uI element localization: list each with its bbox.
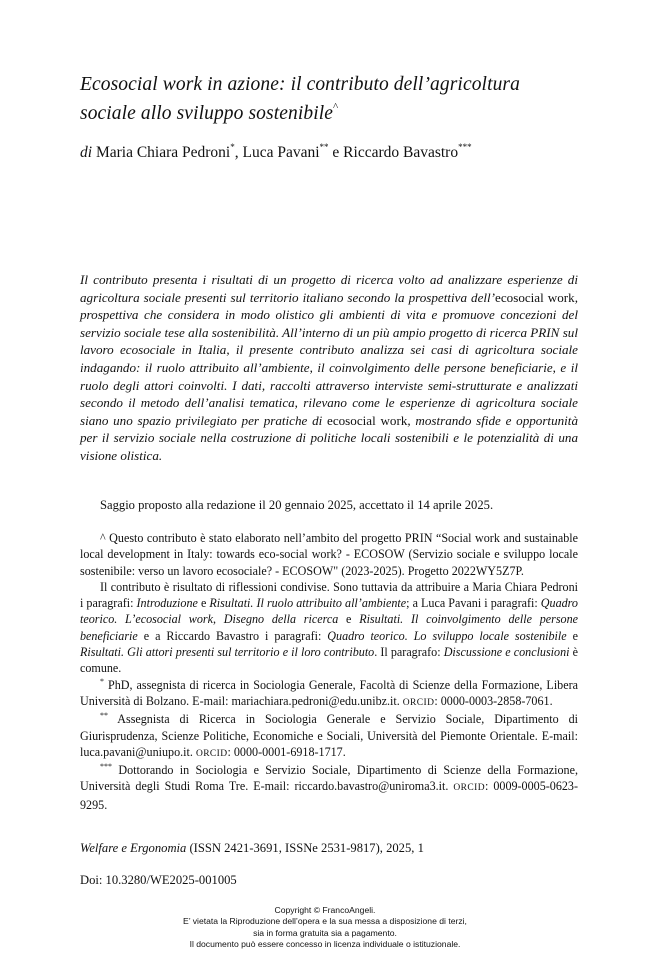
- footnote-mark: ***: [100, 762, 112, 772]
- section-title: Discussione e conclusioni: [443, 645, 570, 660]
- author-name-3: Riccardo Bavastro: [343, 144, 459, 161]
- footnotes: [80, 530, 578, 813]
- footnote-attribution: [80, 579, 578, 677]
- footnote-text: ,: [212, 612, 224, 627]
- footnote-text: : 0009-0005-0623-9295.: [80, 779, 578, 812]
- journal-citation: [80, 840, 580, 857]
- footnote-mark: **: [100, 711, 108, 721]
- footnote-text: è comune.: [80, 645, 578, 676]
- footnote-text: : 0000-0003-2858-7061.: [434, 693, 553, 708]
- footnote-author-2: [80, 711, 578, 762]
- author-mark-1: *: [230, 142, 235, 152]
- footnote-text: ; a Luca Pavani i paragrafi:: [406, 596, 541, 611]
- footnote-text: Dottorando in Sociologia e Servizio Sociale, Dipartimento di Scienze della Formazione, Università degli Studi Roma Tre. E-mail: riccardo.bavastro@uniroma3.it.: [80, 763, 578, 794]
- footnote-author-1: [80, 677, 578, 712]
- author-mark-3: ***: [458, 142, 472, 152]
- copyright-line-3: sia in forma gratuita sia a pagamento.: [253, 927, 397, 938]
- submission-dates: Saggio proposto alla redazione il 20 gennaio 2025, accettato il 14 aprile 2025.: [100, 498, 494, 512]
- footnote-text: : 0000-0001-6918-1717.: [227, 744, 346, 759]
- footnote-text: e: [566, 628, 578, 643]
- footnote-text: Il contributo è risultato di riflessioni condivise. Sono tuttavia da attribuire a Maria Chiara Pedroni i paragrafi:: [80, 579, 578, 611]
- author-name-1: Maria Chiara Pedroni: [95, 144, 231, 161]
- section-title: Risultati. Gli attori presenti sul territorio e il loro contributo: [80, 645, 375, 660]
- section-title: Quadro teorico. Lo sviluppo locale sostenibile: [327, 628, 567, 643]
- orcid-label: ORCID: [402, 697, 435, 708]
- footnote-author-3: [80, 762, 578, 813]
- author-name-2: Luca Pavani: [242, 144, 320, 161]
- author-separator-1: ,: [234, 144, 243, 161]
- footnote-mark: *: [100, 676, 104, 686]
- abstract: [80, 271, 578, 465]
- orcid-label: ORCID: [195, 748, 228, 759]
- footnote-text: e: [197, 596, 210, 611]
- section-title: Introduzione: [136, 596, 198, 611]
- title-footnote-mark: ^: [332, 101, 339, 113]
- abstract-text-1: Il contributo presenta i risultati di un progetto di ricerca volto ad analizzare esperienze di agricoltura sociale presenti sul territorio italiano secondo la prospettiva dell’: [80, 272, 578, 305]
- footnote-text: . Il paragrafo:: [374, 645, 444, 660]
- section-title: Risultati. Il ruolo attribuito all’ambiente: [209, 596, 407, 611]
- abstract-term-2: ecosocial work: [327, 412, 408, 428]
- copyright-line-4: Il documento può essere concesso in licenza individuale o istituzionale.: [189, 938, 461, 949]
- journal-name: Welfare e Ergonomia: [80, 841, 187, 855]
- author-line: [80, 143, 600, 163]
- abstract-text-2: , prospettiva che considera in modo olistico gli ambienti di vita e promuove concezioni del servizio sociale tese alla sostenibilità. All’interno di un più ampio progetto di ricerca PRIN sul lavoro ecosociale in Italia, il presente contributo analizza sei casi di agricoltura sociale indagando: il ruolo attribuito all’ambiente, il coinvolgimento delle persone beneficiarie, e il ruolo degli attori coinvolti. I dati, raccolti attraverso interviste semi-strutturate e analizzati secondo il metodo dell’analisi tematica, rilevano come le esperienze di agricoltura sociale siano uno spazio privilegiato per pratiche di: [80, 289, 578, 428]
- abstract-text-3: , mostrando sfide e opportunità per il servizio sociale nella costruzione di politiche locali sostenibili e le potenzialità di una visione olistica.: [80, 412, 578, 463]
- author-prefix: di: [80, 144, 93, 161]
- article-title: [80, 73, 590, 125]
- title-line-2: sociale allo sviluppo sostenibile: [80, 103, 333, 124]
- journal-details: (ISSN 2421-3691, ISSNe 2531-9817), 2025, 1: [186, 841, 424, 855]
- orcid-label: ORCID: [453, 783, 485, 794]
- footnote-text: e: [338, 612, 360, 627]
- copyright-line-1: Copyright © FrancoAngeli.: [274, 905, 376, 915]
- doi: Doi: 10.3280/WE2025-001005: [80, 873, 237, 887]
- abstract-term-1: ecosocial work: [495, 289, 575, 305]
- footnote-mark: ^: [100, 531, 106, 545]
- footnote-text: Assegnista di Ricerca in Sociologia Generale e Servizio Sociale, Dipartimento di Giurisprudenza, Scienze Politiche, Economiche e Sociali, Università del Piemonte Orientale. E-mail: luca.pavani@uniupo.it.: [80, 712, 578, 759]
- section-title: Quadro teorico. L’ecosocial work: [80, 596, 578, 627]
- section-title: Disegno della ricerca: [223, 612, 339, 627]
- author-mark-2: **: [319, 142, 329, 152]
- footnote-text: Questo contributo è stato elaborato nell’ambito del progetto PRIN “Social work and sustainable local development in Italy: towards eco-social work? - ECOSOW (Servizio sociale e sviluppo locale sostenibile: verso un lavoro ecosociale? - ECOSOW" (2023-2025). Progetto 2022WY5Z7P.: [80, 531, 579, 578]
- footnote-project: [80, 530, 578, 579]
- footnote-text: e a Riccardo Bavastro i paragrafi:: [137, 628, 328, 643]
- copyright-line-2: E’ vietata la Riproduzione dell’opera e la sua messa a disposizione di terzi,: [183, 916, 467, 927]
- copyright-notice: [80, 905, 570, 950]
- author-separator-2: e: [328, 144, 344, 161]
- title-line-1: Ecosocial work in azione: il contributo dell’agricoltura: [80, 74, 520, 95]
- footnote-text: PhD, assegnista di ricerca in Sociologia Generale, Facoltà di Scienze della Formazione, Libera Università di Bolzano. E-mail: mariachiara.pedroni@edu.unibz.it.: [80, 677, 578, 708]
- section-title: Risultati. Il coinvolgimento delle persone beneficiarie: [80, 612, 579, 643]
